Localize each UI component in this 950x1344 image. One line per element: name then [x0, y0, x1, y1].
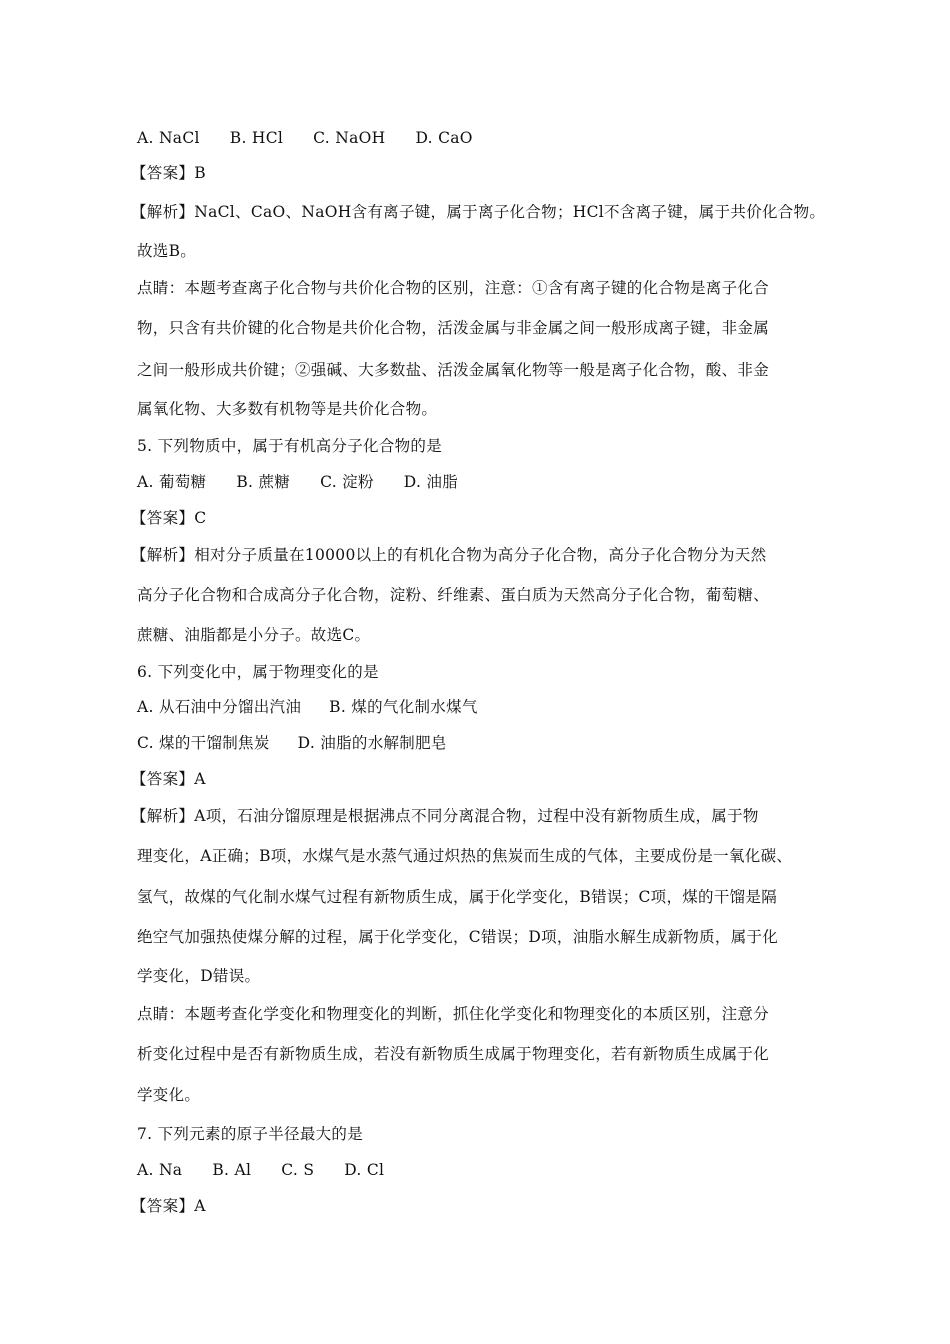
- q6-comment-line-1: 点睛：本题考查化学变化和物理变化的判断，抓住化学变化和物理变化的本质区别，注意分: [137, 1005, 770, 1023]
- q4-comment-line-4: 属氧化物、大多数有机物等是共价化合物。: [137, 400, 438, 418]
- q5-answer: 【答案】C: [131, 509, 207, 527]
- q6-question: 6. 下列变化中，属于物理变化的是: [137, 663, 379, 681]
- q7-question: 7. 下列元素的原子半径最大的是: [137, 1125, 364, 1143]
- q6-comment-line-2: 析变化过程中是否有新物质生成，若没有新物质生成属于物理变化，若有新物质生成属于化: [137, 1045, 770, 1063]
- q6-analysis-line-5: 学变化，D错误。: [137, 967, 261, 985]
- q5-option-d: D. 油脂: [403, 473, 459, 491]
- q6-answer: 【答案】A: [131, 770, 206, 788]
- q5-option-a: A. 葡萄糖: [137, 473, 207, 491]
- q6-options-row-2: [137, 733, 447, 753]
- q6-option-d: D. 油脂的水解制肥皂: [297, 734, 447, 752]
- q7-option-a: A. Na: [137, 1161, 183, 1179]
- q4-option-b: B. HCl: [229, 129, 284, 147]
- q6-option-c: C. 煤的干馏制焦炭: [137, 734, 270, 752]
- q7-answer: 【答案】A: [131, 1197, 206, 1215]
- q5-option-b: B. 蔗糖: [236, 473, 291, 491]
- q7-option-c: C. S: [281, 1161, 315, 1179]
- q6-analysis-line-1: 【解析】A项，石油分馏原理是根据沸点不同分离混合物，过程中没有新物质生成，属于物: [131, 807, 759, 825]
- q6-option-a: A. 从石油中分馏出汽油: [137, 698, 302, 716]
- q7-option-b: B. Al: [212, 1161, 252, 1179]
- q6-analysis-line-4: 绝空气加强热使煤分解的过程，属于化学变化，C错误；D项，油脂水解生成新物质，属于化: [137, 928, 779, 946]
- q4-comment-line-3: 之间一般形成共价键；②强碱、大多数盐、活泼金属氧化物等一般是离子化合物，酸、非金: [137, 361, 770, 379]
- q6-analysis-line-3: 氢气，故煤的气化制水煤气过程有新物质生成，属于化学变化，B错误；C项，煤的干馏是隔: [137, 888, 778, 906]
- q6-option-b: B. 煤的气化制水煤气: [329, 698, 478, 716]
- q4-option-d: D. CaO: [415, 129, 473, 147]
- q4-comment-line-1: 点睛：本题考查离子化合物与共价化合物的区别，注意：①含有离子键的化合物是离子化合: [137, 279, 770, 297]
- q7-option-d: D. Cl: [344, 1161, 385, 1179]
- q5-option-c: C. 淀粉: [320, 473, 374, 491]
- q5-analysis-line-3: 蔗糖、油脂都是小分子。故选C。: [137, 626, 371, 644]
- q6-options-row-1: [137, 697, 478, 717]
- q4-option-c: C. NaOH: [313, 129, 386, 147]
- q5-analysis-line-2: 高分子化合物和合成高分子化合物，淀粉、纤维素、蛋白质为天然高分子化合物，葡萄糖、: [137, 586, 770, 604]
- q4-comment-line-2: 物，只含有共价键的化合物是共价化合物，活泼金属与非金属之间一般形成离子键，非金属: [137, 319, 770, 337]
- q4-options: [137, 128, 473, 148]
- q5-options: [137, 472, 458, 492]
- q7-options: [137, 1160, 384, 1180]
- q5-analysis-line-1: 【解析】相对分子质量在10000以上的有机化合物为高分子化合物，高分子化合物分为天然: [131, 546, 767, 564]
- q6-analysis-line-2: 理变化，A正确；B项，水煤气是水蒸气通过炽热的焦炭而生成的气体，主要成份是一氧化碳、: [137, 847, 793, 865]
- q4-analysis-line-2: 故选B。: [137, 242, 197, 260]
- q4-analysis-line-1: 【解析】NaCl、CaO、NaOH含有离子键，属于离子化合物；HCl不含离子键，属于共价化合物。: [131, 203, 826, 221]
- q4-option-a: A. NaCl: [137, 129, 200, 147]
- q6-comment-line-3: 学变化。: [137, 1086, 201, 1104]
- q5-question: 5. 下列物质中，属于有机高分子化合物的是: [137, 437, 443, 455]
- q4-answer: 【答案】B: [131, 164, 206, 182]
